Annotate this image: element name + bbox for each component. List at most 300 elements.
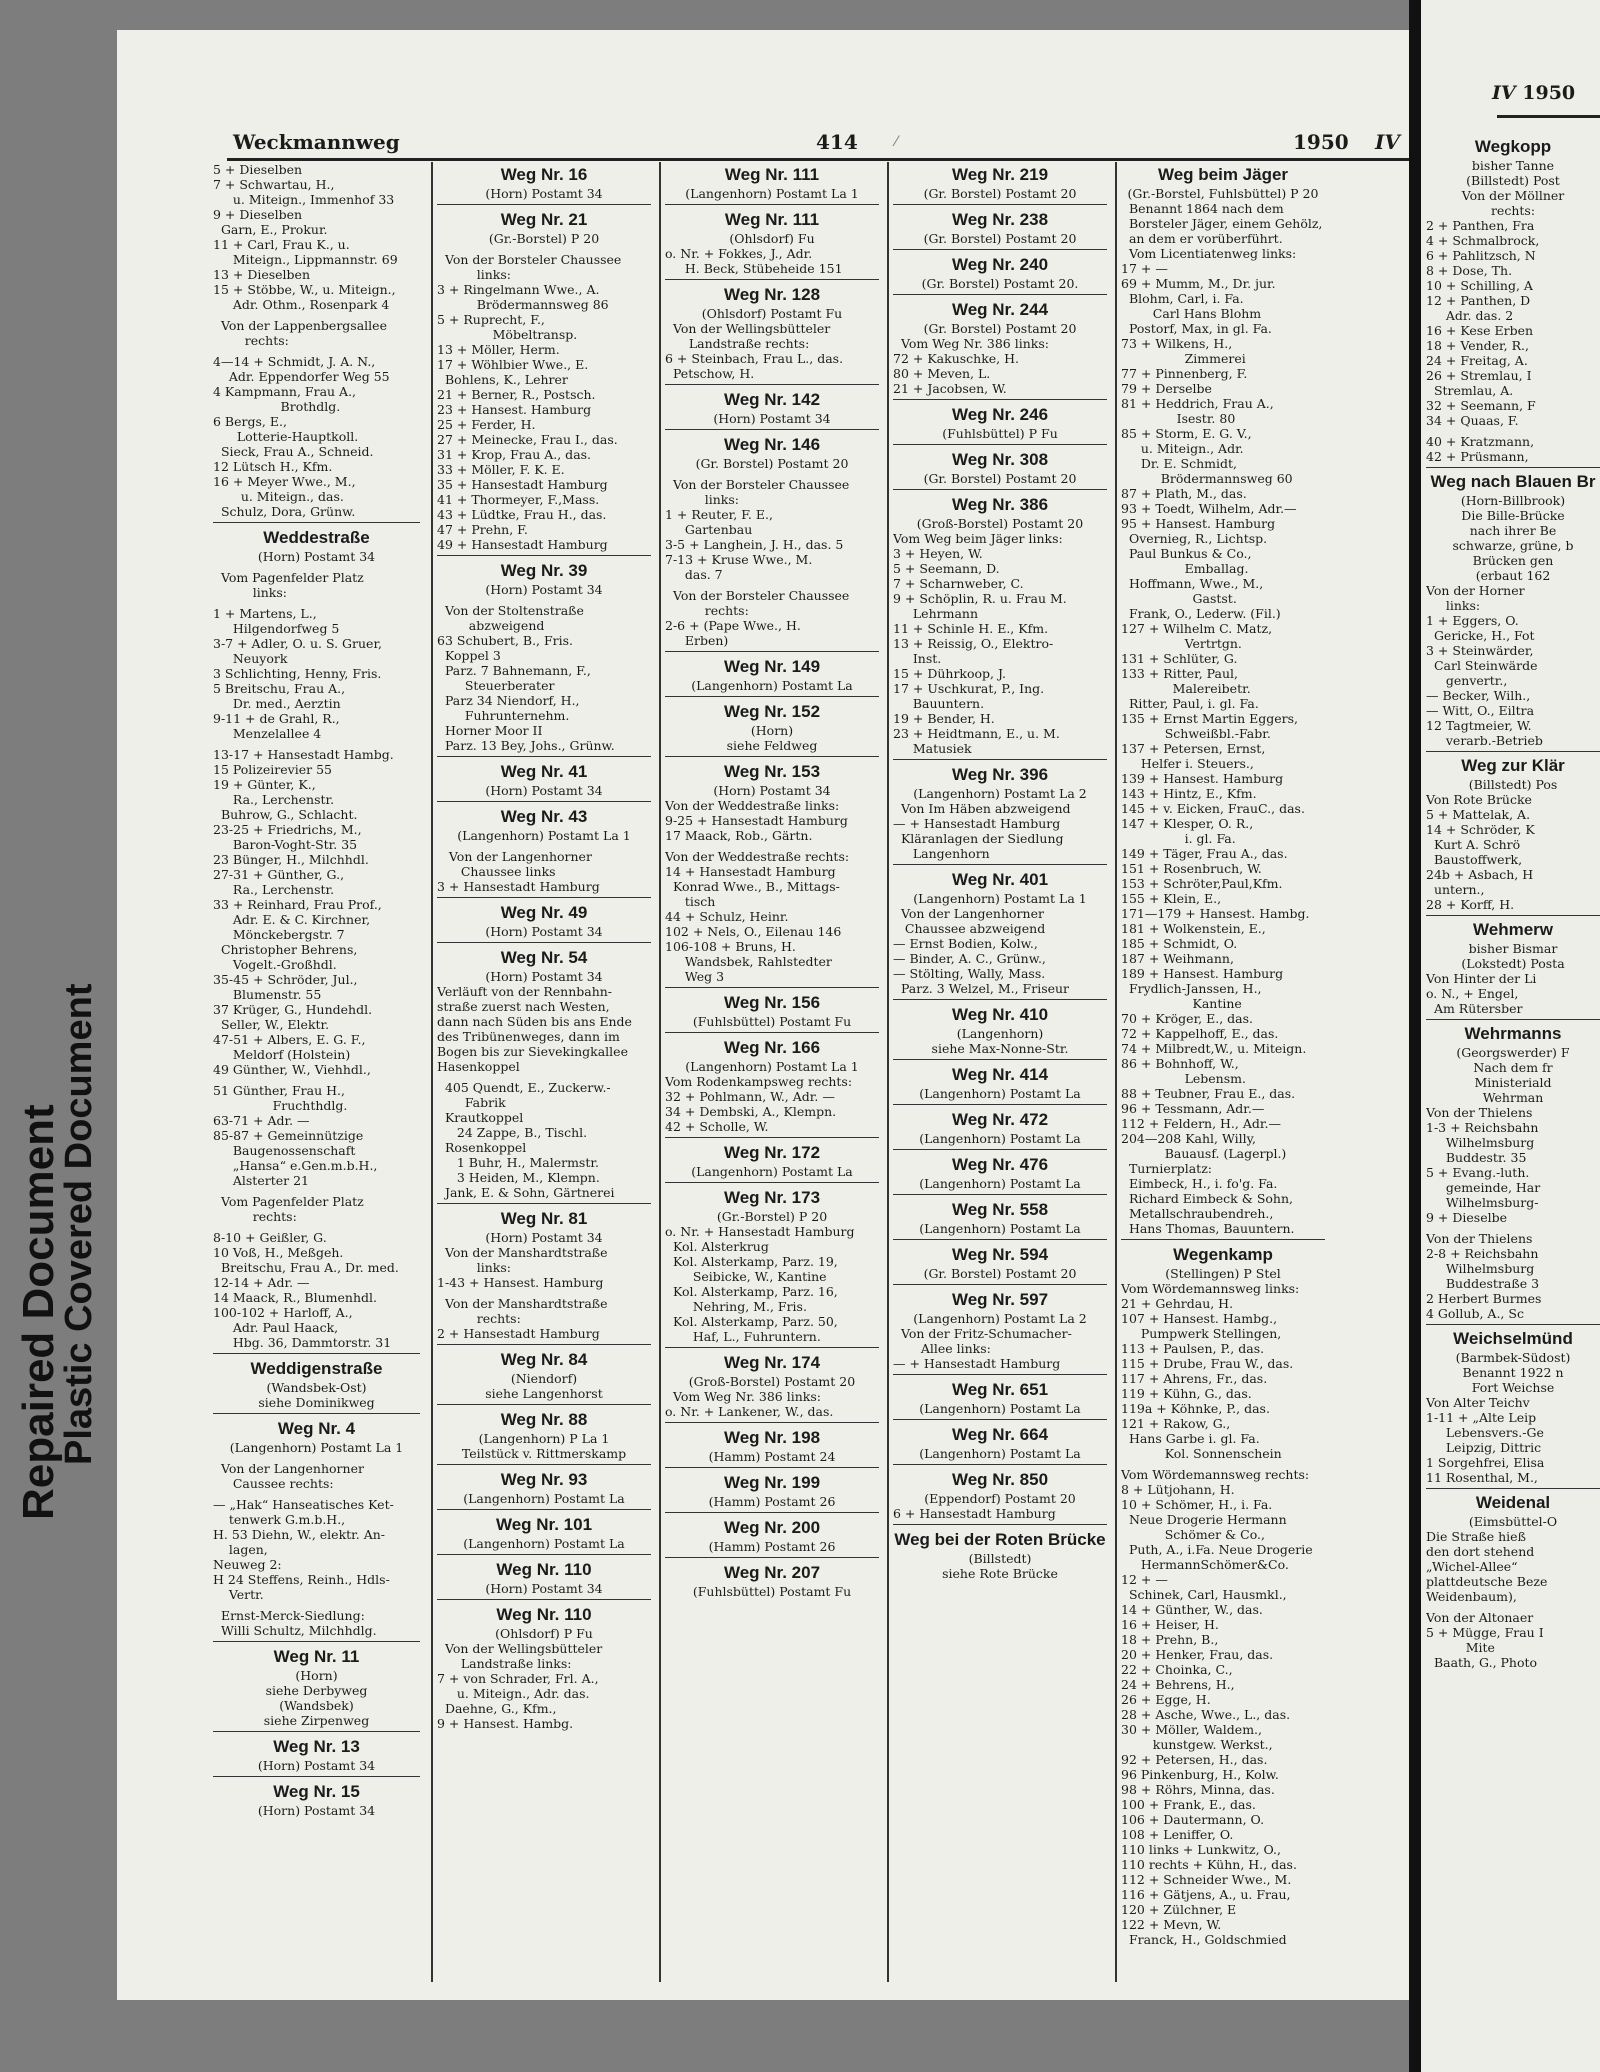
- facing-resident-entry: 26 + Stremlau, I: [1426, 368, 1532, 383]
- street-subline: (Horn) Postamt 34: [485, 186, 603, 201]
- resident-entry: Dr. med., Aerztin: [213, 696, 341, 711]
- resident-entry: 5 + Seemann, D.: [893, 561, 1000, 576]
- resident-entry: 116 + Gätjens, A., u. Frau,: [1121, 1887, 1291, 1902]
- facing-resident-entry: genvertr.,: [1426, 673, 1508, 688]
- street-heading: Weg Nr. 651: [951, 1380, 1049, 1399]
- resident-entry: 23-25 + Friedrichs, M.,: [213, 822, 362, 837]
- resident-entry: Postorf, Max, in gl. Fa.: [1121, 321, 1272, 336]
- binding-gutter: [1409, 0, 1421, 2072]
- street-subline: siehe Max-Nonne-Str.: [931, 1041, 1069, 1056]
- street-subline: (Horn) Postamt 34: [713, 411, 831, 426]
- street-subline: (Langenhorn) P La 1: [478, 1431, 610, 1446]
- street-entry-block: [437, 1208, 651, 1345]
- facing-street-heading: Weichselmünd: [1453, 1329, 1573, 1348]
- resident-entry: 72 + Kakuschke, H.: [893, 351, 1020, 366]
- street-entry-block: [893, 1289, 1107, 1375]
- street-entry-block: [665, 1142, 879, 1183]
- street-entry-block: [437, 1409, 651, 1465]
- resident-entry: 151 + Rosenbruch, W.: [1121, 861, 1262, 876]
- street-entry-block: [665, 1427, 879, 1468]
- resident-entry: 4—14 + Schmidt, J. A. N.,: [213, 354, 376, 369]
- street-entry-block: [1121, 1244, 1325, 1947]
- facing-resident-entry: Stremlau, A.: [1426, 383, 1514, 398]
- resident-entry: Hasenkoppel: [437, 1059, 520, 1074]
- resident-entry: 19 + Bender, H.: [893, 711, 995, 726]
- street-entry-block: [665, 1562, 879, 1599]
- street-entry-block: [665, 656, 879, 697]
- resident-entry: 204—208 Kahl, Willy,: [1121, 1131, 1256, 1146]
- street-heading: Weg Nr. 13: [273, 1737, 360, 1756]
- resident-entry: Steuerberater: [437, 678, 555, 693]
- resident-entry: Hans Garbe i. gl. Fa.: [1121, 1431, 1260, 1446]
- resident-entry: Isestr. 80: [1121, 411, 1236, 426]
- resident-entry: 15 + Dührkoop, J.: [893, 666, 1007, 681]
- facing-resident-entry: 24b + Asbach, H: [1426, 867, 1534, 882]
- resident-entry: 28 + Asche, Wwe., L., das.: [1121, 1707, 1291, 1722]
- street-subline: siehe Rote Brücke: [942, 1566, 1058, 1581]
- resident-entry: 115 + Drube, Frau W., das.: [1121, 1356, 1294, 1371]
- resident-entry: Bauuntern.: [893, 696, 985, 711]
- resident-entry: dann nach Süden bis ans Ende: [437, 1014, 632, 1029]
- facing-resident-entry: verarb.-Betrieb: [1426, 733, 1543, 748]
- resident-entry: 145 + v. Eicken, FrauC., das.: [1121, 801, 1305, 816]
- resident-entry: 106-108 + Bruns, H.: [665, 939, 796, 954]
- street-entry-block: [437, 1469, 651, 1510]
- street-subline: (Horn) Postamt 34: [713, 783, 831, 798]
- resident-entry: Kol. Alsterkamp, Parz. 16,: [665, 1284, 838, 1299]
- resident-entry: 100-102 + Harloff, A.,: [213, 1305, 353, 1320]
- resident-entry: 139 + Hansest. Hamburg: [1121, 771, 1284, 786]
- resident-entry: o. Nr. + Lankener, W., das.: [665, 1404, 834, 1419]
- facing-resident-entry: 4 + Schmalbrock,: [1426, 233, 1540, 248]
- resident-entry: 79 + Derselbe: [1121, 381, 1212, 396]
- street-entry-block: [213, 162, 420, 523]
- resident-entry: 35-45 + Schröder, Jul.,: [213, 972, 358, 987]
- resident-entry: abzweigend: [437, 618, 545, 633]
- resident-entry: 42 + Scholle, W.: [665, 1119, 769, 1134]
- facing-resident-entry: — Witt, O., Eiltra: [1426, 703, 1535, 718]
- facing-street-subline: schwarze, grüne, b: [1452, 538, 1574, 553]
- resident-entry: 93 + Toedt, Wilhelm, Adr.—: [1121, 501, 1297, 516]
- resident-entry: Von der Fritz-Schumacher-: [893, 1326, 1072, 1341]
- resident-entry: 5 + Dieselben: [213, 162, 303, 177]
- resident-entry: 26 + Egge, H.: [1121, 1692, 1211, 1707]
- resident-entry: Rosenkoppel: [437, 1140, 527, 1155]
- street-entry-block: [893, 209, 1107, 250]
- resident-entry: Puth, A., i.Fa. Neue Drogerie: [1121, 1542, 1313, 1557]
- facing-street-subline: (Billstedt) Pos: [1468, 777, 1558, 792]
- resident-entry: Vom Wördemannsweg links:: [1121, 1281, 1300, 1296]
- facing-resident-entry: Von der Thielens: [1426, 1105, 1533, 1120]
- resident-entry: 37 Krüger, G., Hundehdl.: [213, 1002, 373, 1017]
- resident-entry: Adr. Eppendorfer Weg 55: [213, 369, 390, 384]
- resident-entry: 108 + Leniffer, O.: [1121, 1827, 1234, 1842]
- resident-entry: u. Miteign., Immenhof 33: [213, 192, 395, 207]
- facing-resident-entry: 18 + Vender, R.,: [1426, 338, 1529, 353]
- street-subline: (Langenhorn) Postamt La 1: [913, 891, 1087, 906]
- resident-entry: Von der Wellingsbütteler: [437, 1641, 603, 1656]
- street-heading: Weg Nr. 597: [951, 1290, 1049, 1309]
- facing-resident-entry: Die Straße hieß: [1426, 1529, 1526, 1544]
- resident-entry: Benannt 1864 nach dem: [1121, 201, 1284, 216]
- street-entry-block: [665, 1037, 879, 1138]
- resident-entry: u. Miteign., Adr.: [1121, 441, 1244, 456]
- street-subline: (Horn) Postamt 34: [257, 1803, 376, 1818]
- street-subline: (Langenhorn) Postamt La: [919, 1131, 1081, 1146]
- resident-entry: 9 + Schöplin, R. u. Frau M.: [893, 591, 1067, 606]
- resident-entry: Vom Wördemannsweg rechts:: [1121, 1467, 1310, 1482]
- resident-entry: Menzelallee 4: [213, 726, 322, 741]
- street-subline: (Ohlsdorf) Postamt Fu: [701, 306, 843, 321]
- street-subline: (Wandsbek): [279, 1698, 354, 1713]
- resident-entry: Kläranlagen der Siedlung: [893, 831, 1064, 846]
- resident-entry: 2 + Hansestadt Hamburg: [437, 1326, 600, 1341]
- resident-entry: Ernst-Merck-Siedlung:: [213, 1608, 365, 1623]
- street-heading: Weg Nr. 111: [724, 165, 820, 184]
- resident-entry: Neuweg 2:: [213, 1557, 282, 1572]
- resident-entry: 185 + Schmidt, O.: [1121, 936, 1238, 951]
- resident-entry: Metallschraubendreh.,: [1121, 1206, 1274, 1221]
- street-subline: (Ohlsdorf) Fu: [729, 231, 815, 246]
- resident-entry: Von der Langenhorner: [437, 849, 592, 864]
- resident-entry: links:: [437, 1260, 511, 1275]
- facing-resident-entry: 2 + Panthen, Fra: [1426, 218, 1535, 233]
- facing-resident-entry: Kurt A. Schrö: [1426, 837, 1521, 852]
- resident-entry: Adr. E. & C. Kirchner,: [213, 912, 371, 927]
- resident-entry: 8 + Lütjohann, H.: [1121, 1482, 1235, 1497]
- facing-resident-entry: — Becker, Wilh.,: [1426, 688, 1531, 703]
- resident-entry: 3 Heiden, M., Klempn.: [437, 1170, 600, 1185]
- street-heading: Weddigenstraße: [250, 1359, 383, 1378]
- resident-entry: 74 + Milbredt,W., u. Miteign.: [1121, 1041, 1307, 1056]
- resident-entry: 13-17 + Hansestadt Hambg.: [213, 747, 394, 762]
- resident-entry: — Stölting, Wally, Mass.: [893, 966, 1046, 981]
- resident-entry: 12 + —: [1121, 1572, 1168, 1587]
- resident-entry: Alsterter 21: [213, 1173, 309, 1188]
- street-heading: Weg Nr. 93: [500, 1470, 588, 1489]
- facing-resident-entry: 9 + Dieselbe: [1426, 1210, 1507, 1225]
- resident-entry: 112 + Schneider Wwe., M.: [1121, 1872, 1292, 1887]
- resident-entry: 72 + Kappelhoff, E., das.: [1121, 1026, 1279, 1041]
- street-heading: Wegenkamp: [1173, 1245, 1273, 1264]
- resident-entry: H. 53 Diehn, W., elektr. An-: [213, 1527, 386, 1542]
- resident-entry: 34 + Dembski, A., Klempn.: [665, 1104, 837, 1119]
- resident-entry: Lehrmann: [893, 606, 978, 621]
- street-subline: (Ohlsdorf) P Fu: [495, 1626, 593, 1641]
- street-heading: Weg Nr. 166: [723, 1038, 821, 1057]
- resident-entry: Hoffmann, Wwe., M.,: [1121, 576, 1264, 591]
- street-heading: Weg Nr. 200: [723, 1518, 821, 1537]
- facing-resident-entry: „Wichel-Allee“: [1426, 1559, 1518, 1574]
- street-heading: Weg Nr. 39: [500, 561, 588, 580]
- facing-street-heading: Weg zur Klär: [1461, 756, 1565, 775]
- facing-resident-entry: 2-8 + Reichsbahn: [1426, 1246, 1539, 1261]
- street-subline: (Fuhlsbüttel) Postamt Fu: [692, 1014, 852, 1029]
- resident-entry: Landstraße links:: [437, 1656, 572, 1671]
- resident-entry: 1 + Martens, L.,: [213, 606, 317, 621]
- resident-entry: 35 + Hansestadt Hamburg: [437, 477, 608, 492]
- resident-entry: Koppel 3: [437, 648, 501, 663]
- street-entry-block: [893, 1424, 1107, 1465]
- resident-entry: 3-7 + Adler, O. u. S. Gruer,: [213, 636, 383, 651]
- resident-entry: 32 + Pohlmann, W., Adr. —: [665, 1089, 835, 1104]
- street-entry-block: [893, 1379, 1107, 1420]
- street-subline: (Niendorf): [510, 1371, 578, 1386]
- street-heading: Weg Nr. 664: [951, 1425, 1049, 1444]
- resident-entry: 110 links + Lunkwitz, O.,: [1121, 1842, 1281, 1857]
- facing-resident-entry: den dort stehend: [1426, 1544, 1535, 1559]
- facing-resident-entry: 3 + Steinwärder,: [1426, 643, 1534, 658]
- street-subline: (Horn) Postamt 34: [257, 1758, 376, 1773]
- facing-street-subline: Wehrman: [1482, 1090, 1544, 1105]
- street-heading: Weg Nr. 198: [723, 1428, 821, 1447]
- facing-resident-entry: Baustoffwerk,: [1426, 852, 1523, 867]
- facing-resident-entry: 42 + Prüsmann,: [1426, 449, 1529, 464]
- street-subline: (Gr. Borstel) Postamt 20: [923, 186, 1077, 201]
- street-subline: (Langenhorn) Postamt La 2: [913, 786, 1087, 801]
- resident-entry: 24 + Behrens, H.,: [1121, 1677, 1235, 1692]
- resident-entry: Schömer & Co.,: [1121, 1527, 1265, 1542]
- resident-entry: Nehring, M., Fris.: [665, 1299, 807, 1314]
- resident-entry: 120 + Zülchner, E: [1121, 1902, 1237, 1917]
- facing-resident-entry: 12 Tagtmeier, W.: [1426, 718, 1532, 733]
- street-subline: (Horn) Postamt 34: [485, 1581, 603, 1596]
- resident-entry: 70 + Kröger, E., das.: [1121, 1011, 1254, 1026]
- resident-entry: Erben): [665, 633, 729, 648]
- resident-entry: 15 Polizeirevier 55: [213, 762, 332, 777]
- resident-entry: 3 + Ringelmann Wwe., A.: [437, 282, 600, 297]
- street-entry-block: [893, 164, 1107, 205]
- resident-entry: Kol. Alsterkrug: [665, 1239, 769, 1254]
- column-5: [1115, 162, 1329, 1982]
- resident-entry: — Ernst Bodien, Kolw.,: [893, 936, 1038, 951]
- street-subline: (Hamm) Postamt 26: [708, 1494, 836, 1509]
- street-entry-block: [893, 1154, 1107, 1195]
- street-entry-block: [437, 164, 651, 205]
- facing-resident-entry: 24 + Freitag, A.: [1426, 353, 1528, 368]
- resident-entry: 121 + Rakow, G.,: [1121, 1416, 1231, 1431]
- facing-street-subline: rechts:: [1490, 203, 1536, 218]
- street-subline: (Langenhorn) Postamt La: [463, 1536, 625, 1551]
- resident-entry: Krautkoppel: [437, 1110, 524, 1125]
- resident-entry: 133 + Ritter, Paul,: [1121, 666, 1239, 681]
- resident-entry: Eimbeck, H., i. fo'g. Fa.: [1121, 1176, 1278, 1191]
- street-heading: Weg Nr. 401: [951, 870, 1049, 889]
- resident-entry: Emballag.: [1121, 561, 1249, 576]
- street-entry-block: [665, 434, 879, 652]
- facing-resident-entry: 16 + Kese Erben: [1426, 323, 1534, 338]
- resident-entry: 10 + Schömer, H., i. Fa.: [1121, 1497, 1273, 1512]
- street-heading: Weg Nr. 101: [495, 1515, 593, 1534]
- street-subline: (Gr.-Borstel) P 20: [488, 231, 600, 246]
- street-entry-block: [665, 389, 879, 430]
- street-heading: Weg Nr. 153: [723, 762, 821, 781]
- resident-entry: Vom Pagenfelder Platz: [213, 570, 364, 585]
- facing-street-subline: (Billstedt) Post: [1466, 173, 1560, 188]
- resident-entry: 6 Bergs, E.,: [213, 414, 287, 429]
- resident-entry: Caussee rechts:: [213, 1476, 334, 1491]
- facing-resident-entry: Buddestraße 3: [1426, 1276, 1540, 1291]
- resident-entry: 1 Buhr, H., Malermstr.: [437, 1155, 599, 1170]
- resident-entry: Baugenossenschaft: [213, 1143, 356, 1158]
- street-heading: Weg Nr. 4: [277, 1419, 356, 1438]
- facing-resident-entry: 2 Herbert Burmes: [1426, 1291, 1542, 1306]
- resident-entry: 12 Lütsch H., Kfm.: [213, 459, 333, 474]
- resident-entry: Hilgendorfweg 5: [213, 621, 340, 636]
- resident-entry: Parz. 7 Bahnemann, F.,: [437, 663, 591, 678]
- street-entry-block: [893, 1004, 1107, 1060]
- street-heading: Weg Nr. 146: [723, 435, 821, 454]
- resident-entry: 119a + Köhnke, P., das.: [1121, 1401, 1270, 1416]
- street-subline: (Langenhorn) Postamt La 1: [457, 828, 631, 843]
- street-entry-block: [893, 494, 1107, 760]
- street-subline: siehe Dominikweg: [258, 1395, 375, 1410]
- facing-street-block: [1426, 136, 1600, 468]
- street-subline: (Eppendorf) Postamt 20: [924, 1491, 1076, 1506]
- resident-entry: 17 + Uschkurat, P., Ing.: [893, 681, 1045, 696]
- directory-page: [117, 30, 1409, 2000]
- column-1: [209, 162, 424, 1982]
- resident-entry: Schinek, Carl, Hausmkl.,: [1121, 1587, 1287, 1602]
- pencil-mark: ⁄: [895, 134, 898, 150]
- resident-entry: 17 Maack, Rob., Gärtn.: [665, 828, 813, 843]
- resident-entry: 16 + Heiser, H.: [1121, 1617, 1219, 1632]
- resident-entry: Paul Bunkus & Co.,: [1121, 546, 1252, 561]
- resident-entry: Inst.: [893, 651, 942, 666]
- facing-resident-entry: Adr. das. 2: [1426, 308, 1514, 323]
- resident-entry: 23 Bünger, H., Milchhdl.: [213, 852, 369, 867]
- street-subline: (Horn) Postamt 34: [485, 969, 603, 984]
- running-street-name: Weckmannweg: [233, 130, 400, 154]
- facing-resident-entry: Wilhelmsburg-: [1426, 1195, 1539, 1210]
- street-subline: (Wandsbek-Ost): [266, 1380, 367, 1395]
- resident-entry: H. Beck, Stübeheide 151: [665, 261, 843, 276]
- resident-entry: 13 + Reissig, O., Elektro-: [893, 636, 1054, 651]
- facing-year-label: 1950: [1522, 82, 1576, 104]
- resident-entry: tenwerk G.m.b.H.,: [213, 1512, 346, 1527]
- resident-entry: Gastst.: [1121, 591, 1237, 606]
- resident-entry: 171—179 + Hansest. Hambg.: [1121, 906, 1310, 921]
- street-subline: siehe Derbyweg: [265, 1683, 368, 1698]
- resident-entry: 14 + Hansestadt Hamburg: [665, 864, 836, 879]
- resident-entry: 95 + Hansest. Hamburg: [1121, 516, 1276, 531]
- resident-entry: 85 + Storm, E. G. V.,: [1121, 426, 1252, 441]
- facing-resident-entry: Von der Horner: [1426, 583, 1525, 598]
- street-entry-block: [665, 992, 879, 1033]
- street-entry-block: [893, 1109, 1107, 1150]
- resident-entry: 63 Schubert, B., Fris.: [437, 633, 574, 648]
- street-heading: Weg Nr. 476: [951, 1155, 1049, 1174]
- resident-entry: Lotterie-Hauptkoll.: [213, 429, 359, 444]
- resident-entry: Petschow, H.: [665, 366, 755, 381]
- resident-entry: Neuyork: [213, 651, 288, 666]
- resident-entry: rechts:: [437, 1311, 521, 1326]
- street-heading: Weg Nr. 386: [951, 495, 1049, 514]
- street-subline: (Langenhorn) Postamt La 2: [913, 1311, 1087, 1326]
- resident-entry: 107 + Hansest. Hambg.,: [1121, 1311, 1278, 1326]
- resident-entry: Miteign., Lippmannstr. 69: [213, 252, 398, 267]
- resident-entry: 3 + Heyen, W.: [893, 546, 983, 561]
- street-subline: (Gr. Borstel) Postamt 20: [923, 321, 1077, 336]
- resident-entry: Borsteler Jäger, einem Gehölz,: [1121, 216, 1323, 231]
- resident-entry: Pumpwerk Stellingen,: [1121, 1326, 1282, 1341]
- street-subline: (Gr.-Borstel, Fuhlsbüttel) P 20: [1127, 186, 1319, 201]
- street-subline: (Horn) Postamt 34: [257, 549, 376, 564]
- resident-entry: Hans Thomas, Bauuntern.: [1121, 1221, 1295, 1236]
- resident-entry: Vom Weg Nr. 386 links:: [893, 336, 1049, 351]
- facing-resident-entry: Baath, G., Photo: [1426, 1655, 1538, 1670]
- resident-entry: 143 + Hintz, E., Kfm.: [1121, 786, 1257, 801]
- street-subline: siehe Feldweg: [726, 738, 818, 753]
- resident-entry: Fabrik: [437, 1095, 506, 1110]
- street-subline: (Billstedt): [968, 1551, 1032, 1566]
- street-subline: (Fuhlsbüttel) P Fu: [942, 426, 1058, 441]
- resident-entry: 6 + Hansestadt Hamburg: [893, 1506, 1056, 1521]
- street-entry-block: [213, 1736, 420, 1777]
- street-subline: (Langenhorn) Postamt La: [691, 1164, 853, 1179]
- facing-resident-entry: Von Hinter der Li: [1426, 971, 1537, 986]
- resident-entry: Von der Wellingsbütteler: [665, 321, 831, 336]
- facing-resident-entry: Buddestr. 35: [1426, 1150, 1527, 1165]
- resident-entry: Von der Borsteler Chaussee: [437, 252, 622, 267]
- resident-entry: 73 + Wilkens, H.,: [1121, 336, 1233, 351]
- directory-columns: [209, 162, 1415, 1982]
- facing-street-subline: (Georgswerder) F: [1456, 1045, 1570, 1060]
- street-subline: (Stellingen) P Stel: [1165, 1266, 1281, 1281]
- street-heading: Weg Nr. 594: [951, 1245, 1049, 1264]
- street-subline: (Hamm) Postamt 24: [708, 1449, 836, 1464]
- resident-entry: rechts:: [665, 603, 749, 618]
- street-subline: (Langenhorn) Postamt La: [691, 678, 853, 693]
- street-subline: (Langenhorn) Postamt La: [463, 1491, 625, 1506]
- street-heading: Weg Nr. 152: [723, 702, 821, 721]
- street-subline: (Gr. Borstel) Postamt 20.: [921, 276, 1079, 291]
- street-heading: Weg Nr. 156: [723, 993, 821, 1012]
- resident-entry: Von Im Häben abzweigend: [893, 801, 1071, 816]
- resident-entry: 3 + Hansestadt Hamburg: [437, 879, 600, 894]
- resident-entry: 14 + Günther, W., das.: [1121, 1602, 1263, 1617]
- street-heading: Weg Nr. 246: [951, 405, 1049, 424]
- resident-entry: Franck, H., Goldschmied: [1121, 1932, 1287, 1947]
- street-subline: (Horn): [295, 1668, 338, 1683]
- facing-street-heading: Weg nach Blauen Br: [1430, 472, 1596, 491]
- facing-header-rule: [1497, 115, 1600, 118]
- street-heading: Weg Nr. 308: [951, 450, 1049, 469]
- street-entry-block: [893, 299, 1107, 400]
- resident-entry: 153 + Schröter,Paul,Kfm.: [1121, 876, 1283, 891]
- street-entry-block: [1121, 164, 1325, 1240]
- facing-street-subline: Fort Weichse: [1471, 1380, 1555, 1395]
- street-entry-block: [437, 806, 651, 898]
- resident-entry: 21 + Jacobsen, W.: [893, 381, 1007, 396]
- resident-entry: 24 Zappe, B., Tischl.: [437, 1125, 588, 1140]
- street-heading: Weg Nr. 240: [951, 255, 1049, 274]
- resident-entry: 1-43 + Hansest. Hamburg: [437, 1275, 604, 1290]
- facing-resident-entry: 5 + Evang.-luth.: [1426, 1165, 1530, 1180]
- street-subline: (Groß-Borstel) Postamt 20: [688, 1374, 856, 1389]
- resident-entry: Bauausf. (Lagerpl.): [1121, 1146, 1287, 1161]
- resident-entry: 25 + Ferder, H.: [437, 417, 536, 432]
- resident-entry: Frank, O., Lederw. (Fil.): [1121, 606, 1281, 621]
- resident-entry: 15 + Stöbbe, W., u. Miteign.,: [213, 282, 396, 297]
- resident-entry: Von der Weddestraße rechts:: [665, 849, 850, 864]
- street-entry-block: [437, 947, 651, 1204]
- street-entry-block: [665, 209, 879, 280]
- resident-entry: Willi Schultz, Milchhdlg.: [213, 1623, 377, 1638]
- facing-street-subline: (Eimsbüttel-O: [1468, 1514, 1558, 1529]
- resident-entry: u. Miteign., Adr. das.: [437, 1686, 590, 1701]
- facing-resident-entry: Von der Thielens: [1426, 1231, 1533, 1246]
